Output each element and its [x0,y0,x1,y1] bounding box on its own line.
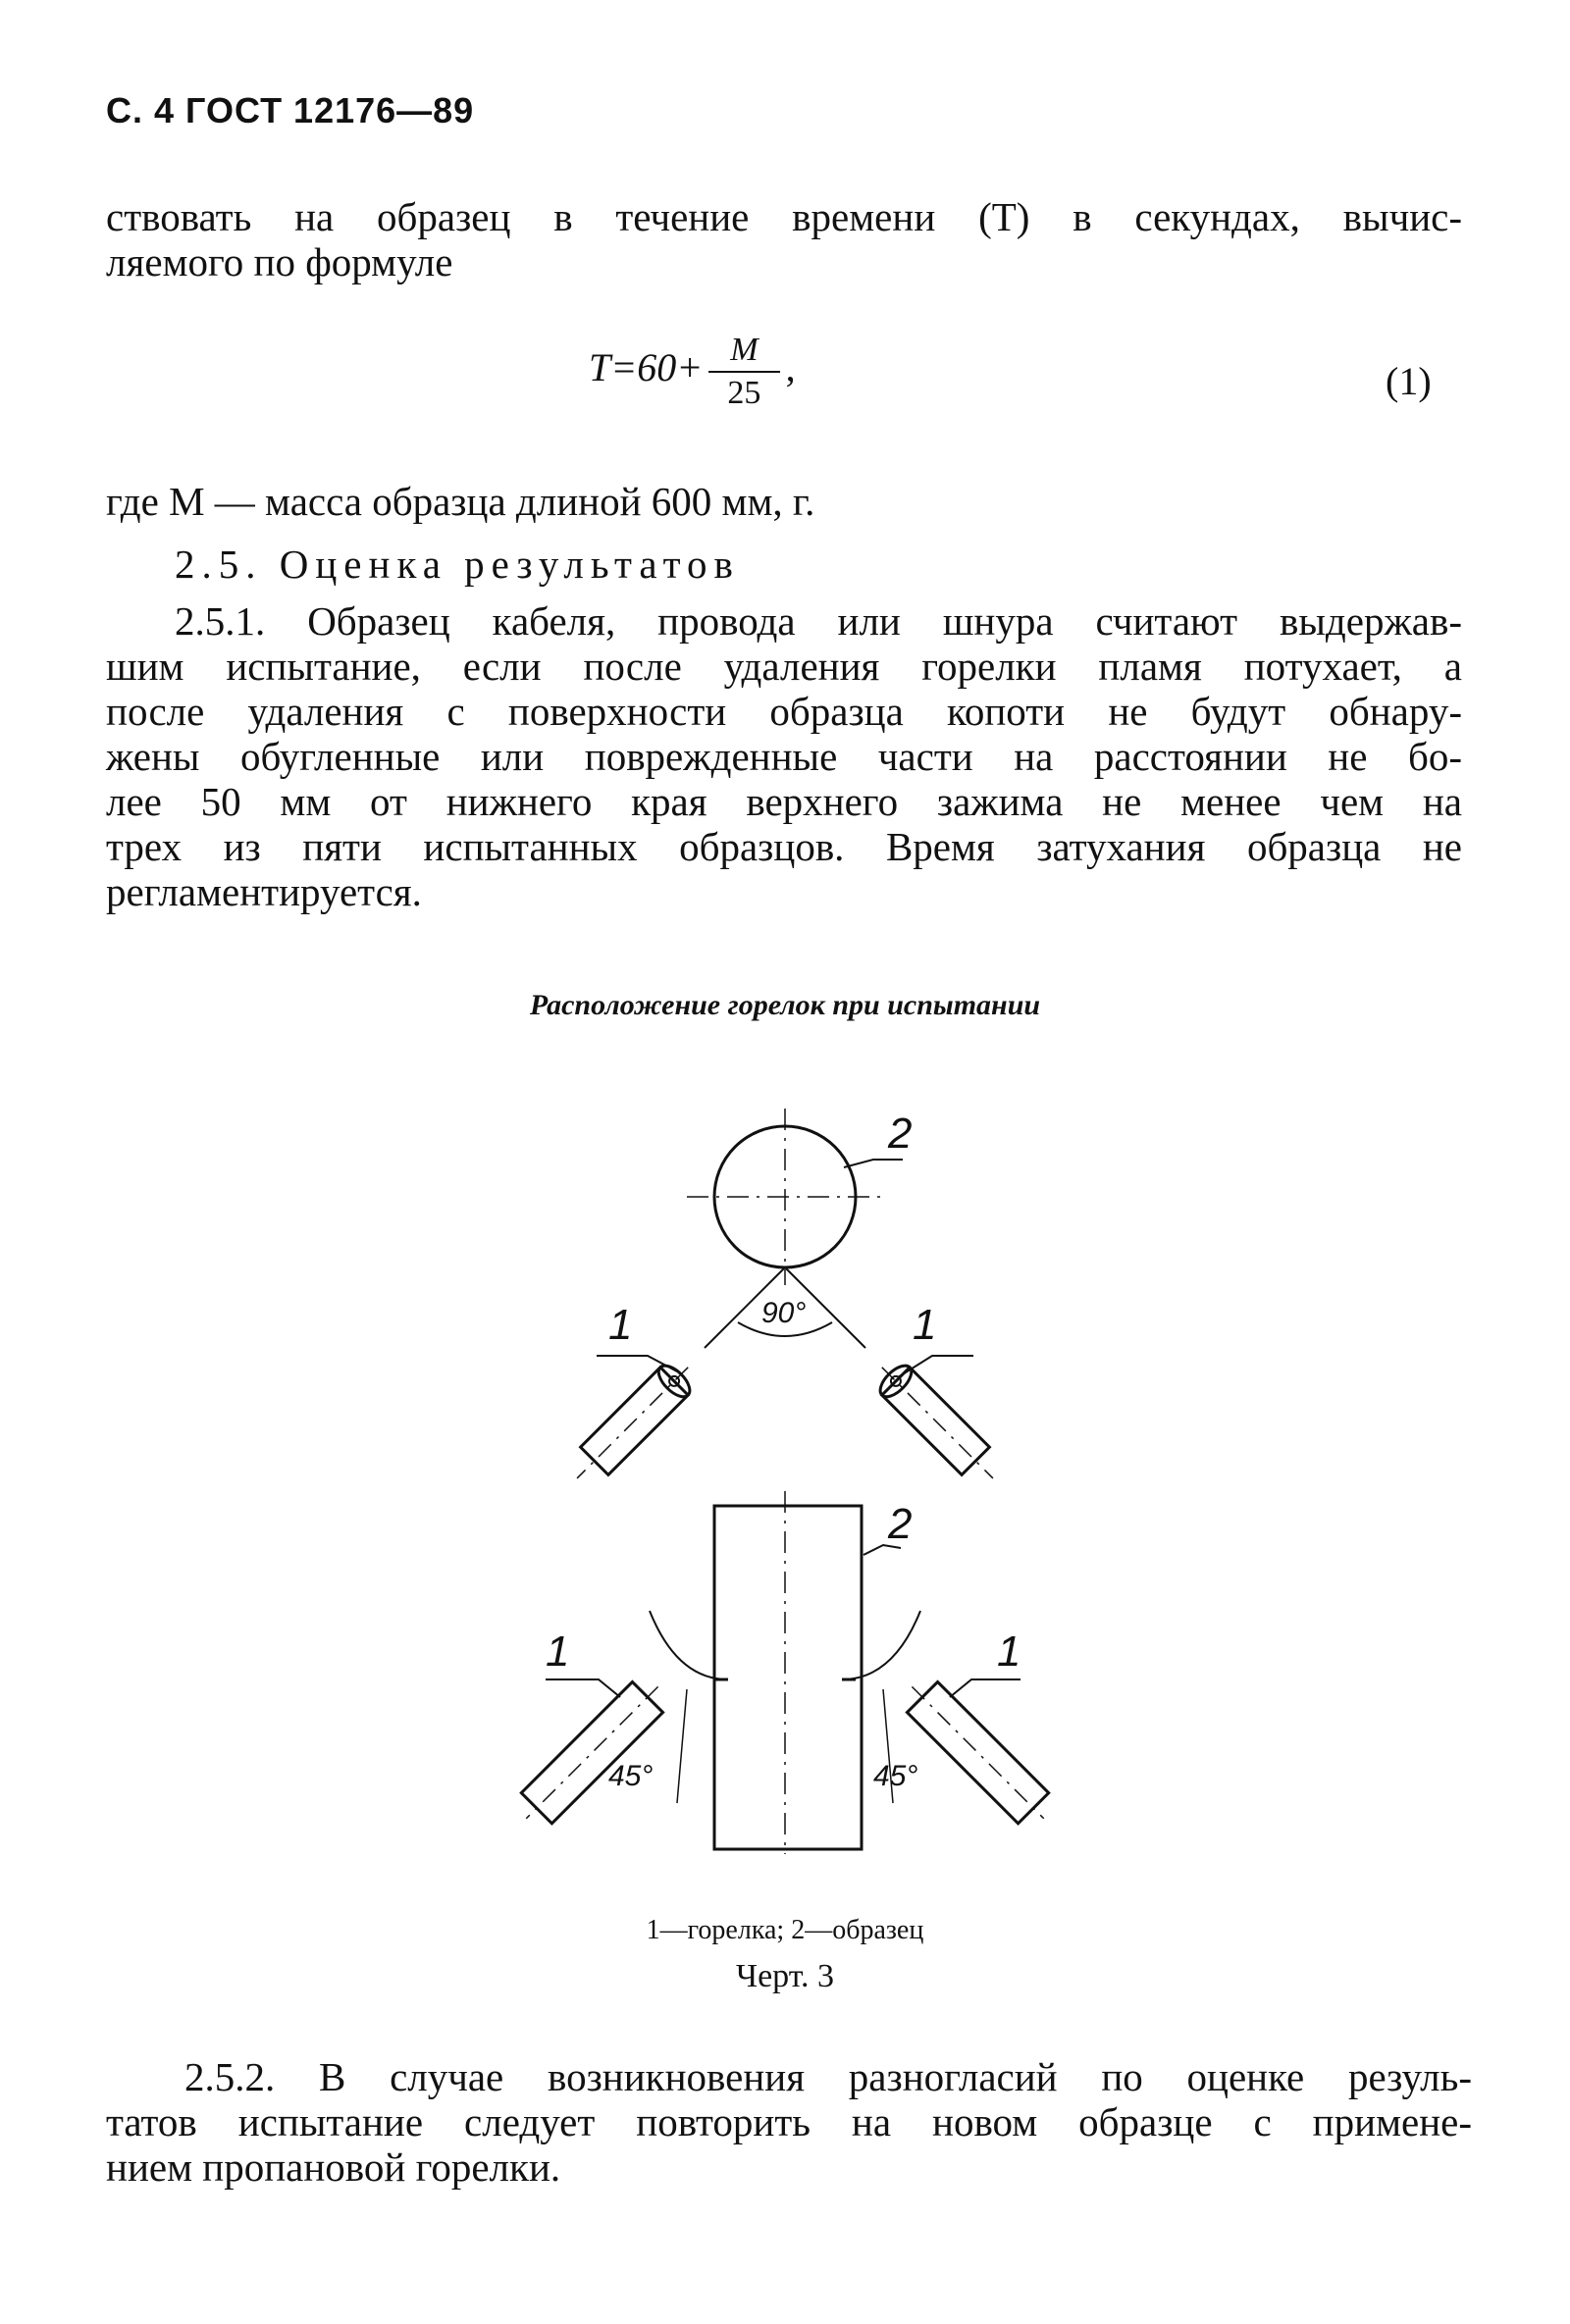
where-line: где M — масса образца длиной 600 мм, г. [106,479,815,524]
section-title: 2.5. Оценка результатов [175,542,740,587]
burner-side-left [511,1672,673,1833]
burner-side-right [897,1672,1059,1833]
figure-number: Черт. 3 [735,1958,835,1994]
formula-denominator: 25 [727,375,761,411]
burner-top-right [868,1354,1007,1492]
figure-caption: Расположение горелок при испытании [529,989,1041,1021]
label-1-top-left: 1 [608,1301,633,1349]
leader-1-top-left [597,1356,677,1371]
formula-numerator: M [708,332,779,373]
side-arc-left [650,1611,728,1679]
paragraph-line: 2.5.1. Образец кабеля, провода или шнура считают выдержав- [175,598,1462,644]
paragraph-line: жены обугленные или поврежденные части на расстоянии не бо- [106,734,1462,779]
leader-2-top [844,1160,903,1167]
label-1-side-right: 1 [997,1627,1021,1676]
body-line: ляемого по формуле [106,239,453,284]
paragraph-line: шим испытание, если после удаления горелки пламя потухает, а [106,644,1462,689]
paragraph-line: после удаления с поверхности образца копоти не будут обнару- [106,689,1462,734]
paragraph-line: 2.5.2. В случае возникновения разногласий по оценке резуль- [184,2054,1472,2099]
paragraph-line: нием пропановой горелки. [106,2144,561,2190]
burner-top-left [563,1354,702,1492]
figure-legend: 1—горелка; 2—образец [646,1915,924,1945]
body-line: ствовать на образец в течение времени (T) в секундах, вычис- [106,194,1462,239]
page-header: С. 4 ГОСТ 12176—89 [106,90,475,130]
paragraph-line: лее 50 мм от нижнего края верхнего зажима не менее чем на [106,779,1462,824]
angle-90-label: 90° [761,1297,807,1329]
specimen-rectangle [714,1506,862,1849]
angle-45-right-label: 45° [873,1760,918,1792]
formula-trail: , [785,345,796,390]
label-2-top: 2 [888,1110,913,1158]
label-1-top-right: 1 [913,1301,937,1349]
paragraph-line: регламентируется. [106,869,422,914]
paragraph-line: татов испытание следует повторить на новом образце с примене- [106,2099,1472,2144]
formula-lhs: T=60+ [589,345,704,390]
label-2-side: 2 [888,1500,913,1548]
leader-1-side-right [950,1679,1020,1697]
label-1-side-left: 1 [546,1627,570,1676]
formula-number: (1) [1386,359,1432,403]
angle-45-left-label: 45° [608,1760,654,1792]
paragraph-line: трех из пяти испытанных образцов. Время затухания образца не [106,824,1462,869]
ref-line-left [677,1689,687,1803]
leader-1-side-left [546,1679,620,1697]
side-arc-right [842,1611,920,1679]
